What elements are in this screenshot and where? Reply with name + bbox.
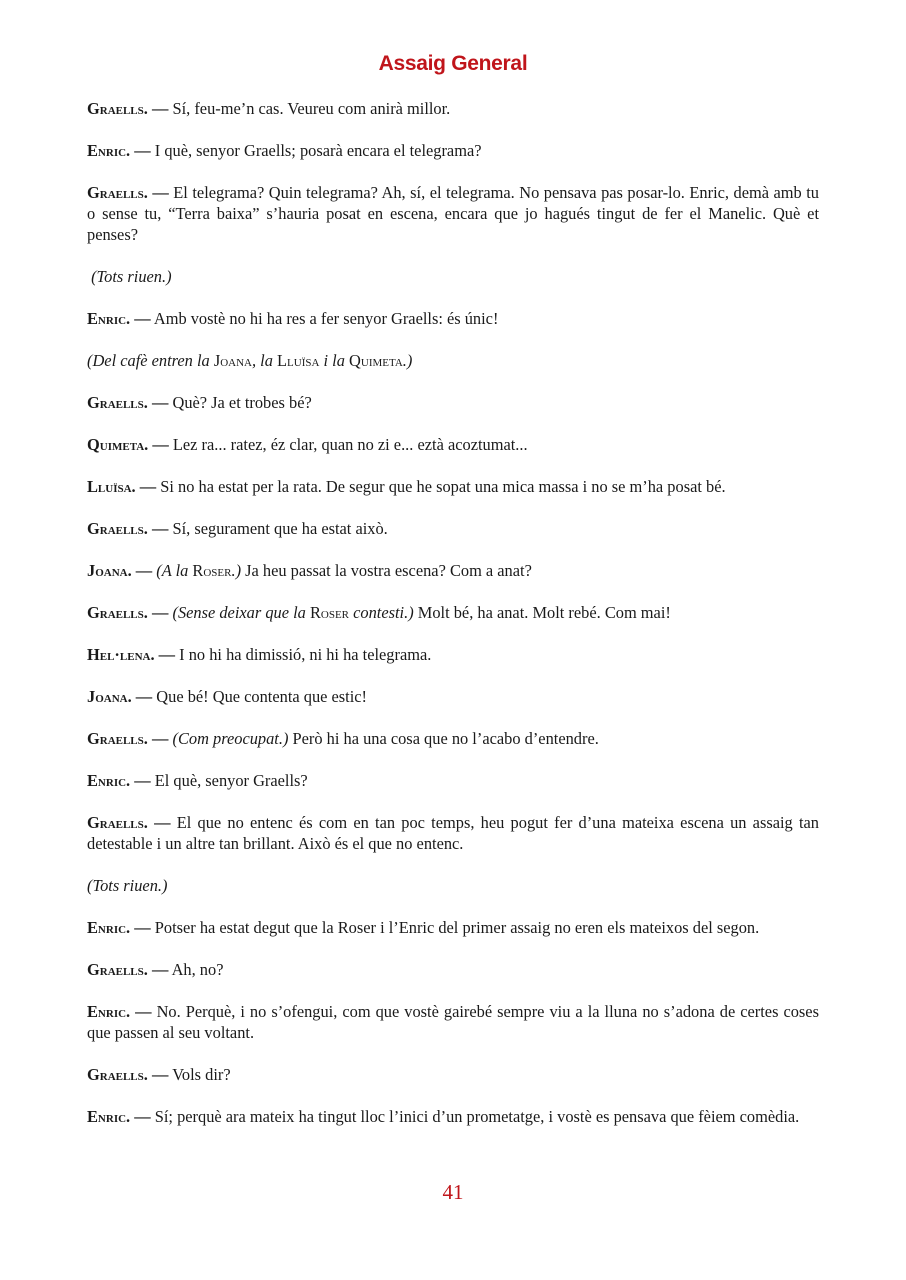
play-text — [87, 98, 819, 1148]
dialogue-line: Joana. — (A la Roser.) Ja heu passat la vostra escena? Com a anat? — [87, 561, 532, 580]
dialogue-text: Molt bé, ha anat. Molt rebé. Com mai! — [413, 603, 671, 622]
dialogue-line: Hel·lena. — I no hi ha dimissió, ni hi ha telegrama. — [87, 645, 432, 664]
dialogue-line: Enric. — El què, senyor Graells? — [87, 771, 308, 790]
speaker-name: Enric. — [87, 1002, 131, 1021]
speaker-name: Graells. — [87, 960, 148, 979]
dialogue-text: El que no entenc és com en tan poc temps, heu pogut fer d’una mateixa escena un assaig tan detestable i un altre tan brillant. Això és el que no entenc. — [87, 813, 819, 853]
speaker-name: Graells. — [87, 813, 148, 832]
character-name: Roser — [309, 603, 350, 622]
dialogue-text: Sí; perquè ara mateix ha tingut lloc l’inici d’un prometatge, i vostè es pensava que fèiem comèdia. — [154, 1107, 800, 1126]
dialogue-text: Vols dir? — [172, 1065, 231, 1084]
dialogue-line: Enric. — I què, senyor Graells; posarà encara el telegrama? — [87, 141, 482, 160]
dialogue-line: Graells. — El telegrama? Quin telegrama? Ah, sí, el telegrama. No pensava pas posar-lo. Enric, demà amb tu o sense tu, “Terra baixa” s’hauria posat en escena, encara que jo hagués tingut de fer el Manelic. Què et penses? — [87, 183, 819, 244]
dialogue-line: Quimeta. — Lez ra... ratez, éz clar, quan no zi e... eztà acoztumat... — [87, 435, 528, 454]
page-number: 41 — [442, 1180, 464, 1204]
stage-direction-inline: (A la Roser.) — [156, 561, 242, 580]
dialogue-text: Potser ha estat degut que la Roser i l’Enric del primer assaig no eren els mateixos del segon. — [154, 918, 760, 937]
speaker-name: Joana. — [87, 561, 132, 580]
speaker-name: Enric. — [87, 918, 131, 937]
stage-direction: (Tots riuen.) — [87, 267, 172, 286]
dialogue-text: Sí, segurament que ha estat això. — [172, 519, 388, 538]
character-name: Lluïsa — [277, 351, 320, 370]
dialogue-line: Graells. — (Com preocupat.) Però hi ha una cosa que no l’acabo d’entendre. — [87, 729, 599, 748]
dialogue-line: Joana. — Que bé! Que contenta que estic! — [87, 687, 368, 706]
dialogue-text: Lez ra... ratez, éz clar, quan no zi e... eztà acoztumat... — [172, 435, 528, 454]
speaker-name: Enric. — [87, 309, 131, 328]
speaker-name: Joana. — [87, 687, 132, 706]
speaker-name: Enric. — [87, 771, 131, 790]
dialogue-text: Si no ha estat per la rata. De segur que he sopat una mica massa i no se m’ha posat bé. — [160, 477, 726, 496]
speaker-name: Graells. — [87, 393, 148, 412]
dialogue-text: El telegrama? Quin telegrama? Ah, sí, el telegrama. No pensava pas posar-lo. Enric, demà amb tu o sense tu, “Terra baixa” s’hauria posat en escena, encara que jo hagués tingut de fer el Manelic. Què et penses? — [87, 183, 819, 244]
speaker-name: Graells. — [87, 729, 148, 748]
speaker-name: Enric. — [87, 1107, 131, 1126]
dialogue-line: Graells. — (Sense deixar que la Roser contesti.) Molt bé, ha anat. Molt rebé. Com mai! — [87, 603, 671, 622]
stage-direction: (Tots riuen.) — [87, 876, 168, 895]
dialogue-line: Graells. — Vols dir? — [87, 1065, 231, 1084]
dialogue-text: Amb vostè no hi ha res a fer senyor Graells: és únic! — [153, 309, 499, 328]
speaker-name: Graells. — [87, 1065, 148, 1084]
speaker-name: Enric. — [87, 141, 131, 160]
dialogue-text: Ah, no? — [171, 960, 224, 979]
stage-direction-inline: (Com preocupat.) — [172, 729, 289, 748]
speaker-name: Graells. — [87, 183, 148, 202]
page-title: Assaig General — [378, 52, 528, 75]
dialogue-line: Enric. — No. Perquè, i no s’ofengui, com que vostè gairebé sempre viu a la lluna no s’adona de certes coses que passen al seu voltant. — [87, 1002, 819, 1042]
stage-direction: (Del cafè entren la Joana, la Lluïsa i la Quimeta.) — [87, 351, 413, 370]
dialogue-text: Però hi ha una cosa que no l’acabo d’entendre. — [288, 729, 599, 748]
dialogue-text: Sí, feu-me’n cas. Veureu com anirà millor. — [172, 99, 451, 118]
speaker-name: Lluïsa. — [87, 477, 136, 496]
dialogue-line: Enric. — Sí; perquè ara mateix ha tingut lloc l’inici d’un prometatge, i vostè es pensava que fèiem comèdia. — [87, 1107, 800, 1126]
dialogue-text: No. Perquè, i no s’ofengui, com que vostè gairebé sempre viu a la lluna no s’adona de certes coses que passen al seu voltant. — [87, 1002, 819, 1042]
dialogue-line: Enric. — Amb vostè no hi ha res a fer senyor Graells: és únic! — [87, 309, 499, 328]
speaker-name: Graells. — [87, 603, 148, 622]
speaker-name: Graells. — [87, 519, 148, 538]
dialogue-text: El què, senyor Graells? — [154, 771, 308, 790]
dialogue-text: Que bé! Que contenta que estic! — [156, 687, 368, 706]
dialogue-text: I què, senyor Graells; posarà encara el telegrama? — [154, 141, 482, 160]
dialogue-line: Enric. — Potser ha estat degut que la Roser i l’Enric del primer assaig no eren els mateixos del segon. — [87, 918, 760, 937]
dialogue-line: Graells. — Què? Ja et trobes bé? — [87, 393, 312, 412]
speaker-name: Hel·lena. — [87, 645, 155, 664]
dialogue-text: I no hi ha dimissió, ni hi ha telegrama. — [179, 645, 432, 664]
dialogue-line: Lluïsa. — Si no ha estat per la rata. De segur que he sopat una mica massa i no se m’ha posat bé. — [87, 477, 726, 496]
dialogue-line: Graells. — El que no entenc és com en tan poc temps, heu pogut fer d’una mateixa escena un assaig tan detestable i un altre tan brillant. Això és el que no entenc. — [87, 813, 819, 853]
dialogue-text: Ja heu passat la vostra escena? Com a anat? — [241, 561, 532, 580]
dialogue-line: Graells. — Ah, no? — [87, 960, 224, 979]
character-name: Joana — [213, 351, 252, 370]
speaker-name: Quimeta. — [87, 435, 149, 454]
speaker-name: Graells. — [87, 99, 148, 118]
stage-direction-inline: (Sense deixar que la Roser contesti.) — [172, 603, 414, 622]
dialogue-text: Què? Ja et trobes bé? — [172, 393, 312, 412]
dialogue-line: Graells. — Sí, feu-me’n cas. Veureu com anirà millor. — [87, 99, 451, 118]
character-name: Quimeta — [349, 351, 403, 370]
character-name: Roser — [192, 561, 232, 580]
dialogue-line: Graells. — Sí, segurament que ha estat això. — [87, 519, 388, 538]
